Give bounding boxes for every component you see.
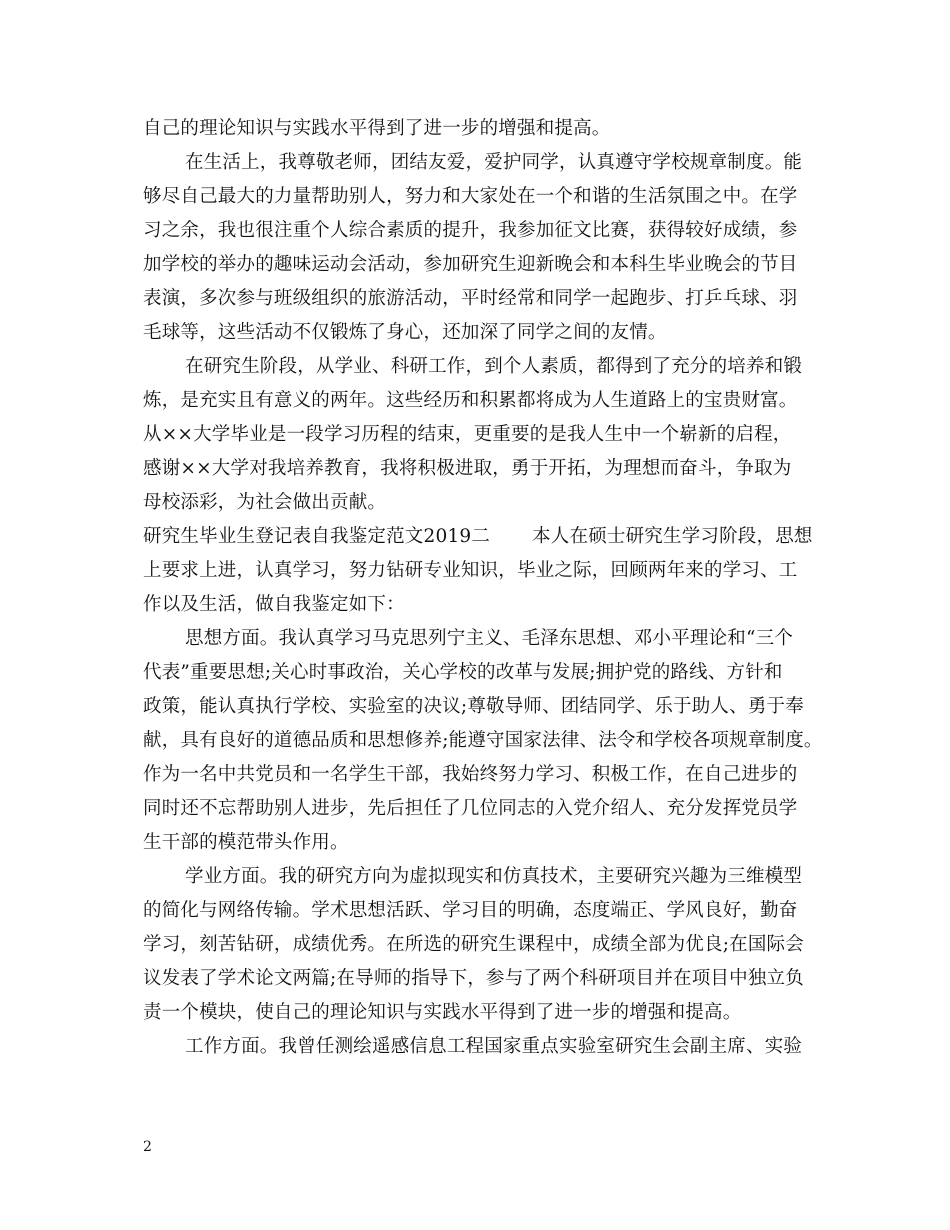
text-line: 母校添彩，为社会做出贡献。 — [143, 492, 387, 513]
text-line: 思想方面。我认真学习马克思列宁主义、毛泽东思想、邓小平理论和“三个 — [185, 628, 794, 649]
text-line: 工作方面。我曾任测绘遥感信息工程国家重点实验室研究生会副主席、实验 — [185, 1036, 803, 1057]
text-line: 在研究生阶段，从学业、科研工作，到个人素质，都得到了充分的培养和锻 — [185, 356, 803, 377]
page-number: 2 — [143, 1139, 152, 1155]
text-line: 从××大学毕业是一段学习历程的结束，更重要的是我人生中一个崭新的启程， — [143, 424, 792, 445]
text-line: 学业方面。我的研究方向为虚拟现实和仿真技术，主要研究兴趣为三维模型 — [185, 866, 803, 887]
text-line: 献，具有良好的道德品质和思想修养;能遵守国家法律、法令和学校各项规章制度。 — [143, 730, 823, 751]
text-line: 毛球等，这些活动不仅锻炼了身心，还加深了同学之间的友情。 — [143, 322, 667, 343]
text-line: 本人在硕士研究生学习阶段，思想 — [532, 526, 813, 547]
text-line: 责一个模块，使自己的理论知识与实践水平得到了进一步的增强和提高。 — [143, 1002, 742, 1023]
text-line: 在生活上，我尊敬老师，团结友爱，爱护同学，认真遵守学校规章制度。能 — [185, 152, 803, 173]
text-line: 自己的理论知识与实践水平得到了进一步的增强和提高。 — [143, 118, 611, 139]
text-line: 习之余，我也很注重个人综合素质的提升，我参加征文比赛，获得较好成绩，参 — [143, 220, 798, 241]
text-line: 加学校的举办的趣味运动会活动，参加研究生迎新晚会和本科生毕业晚会的节目 — [143, 254, 798, 275]
text-line: 够尽自己最大的力量帮助别人，努力和大家处在一个和谐的生活氛围之中。在学 — [143, 186, 798, 207]
text-line: 作为一名中共党员和一名学生干部，我始终努力学习、积极工作，在自己进步的 — [143, 764, 798, 785]
text-line: 作以及生活，做自我鉴定如下： — [143, 594, 405, 615]
text-line: 炼，是充实且有意义的两年。这些经历和积累都将成为人生道路上的宝贵财富。 — [143, 390, 798, 411]
section-heading-line — [143, 520, 815, 554]
document-body — [143, 112, 823, 1064]
text-line: 议发表了学术论文两篇;在导师的指导下，参与了两个科研项目并在项目中独立负 — [143, 968, 804, 989]
text-line: 政策，能认真执行学校、实验室的决议;尊敬导师、团结同学、乐于助人、勇于奉 — [143, 696, 804, 717]
text-line: 感谢××大学对我培养教育，我将积极进取，勇于开拓，为理想而奋斗，争取为 — [143, 458, 792, 479]
text-line: 上要求上进，认真学习，努力钻研专业知识，毕业之际，回顾两年来的学习、工 — [143, 560, 798, 581]
text-line: 同时还不忘帮助别人进步，先后担任了几位同志的入党介绍人、充分发挥党员学 — [143, 798, 798, 819]
text-line: 生干部的模范带头作用。 — [143, 832, 349, 853]
text-line: 的简化与网络传输。学术思想活跃、学习目的明确，态度端正、学风良好，勤奋 — [143, 900, 798, 921]
section-heading: 研究生毕业生登记表自我鉴定范文2019二 — [143, 526, 491, 547]
text-line: 学习，刻苦钻研，成绩优秀。在所选的研究生课程中，成绩全部为优良;在国际会 — [143, 934, 804, 955]
text-line: 代表”重要思想;关心时事政治，关心学校的改革与发展;拥护党的路线、方针和 — [143, 662, 783, 683]
text-line: 表演，多次参与班级组织的旅游活动，平时经常和同学一起跑步、打乒乓球、羽 — [143, 288, 798, 309]
